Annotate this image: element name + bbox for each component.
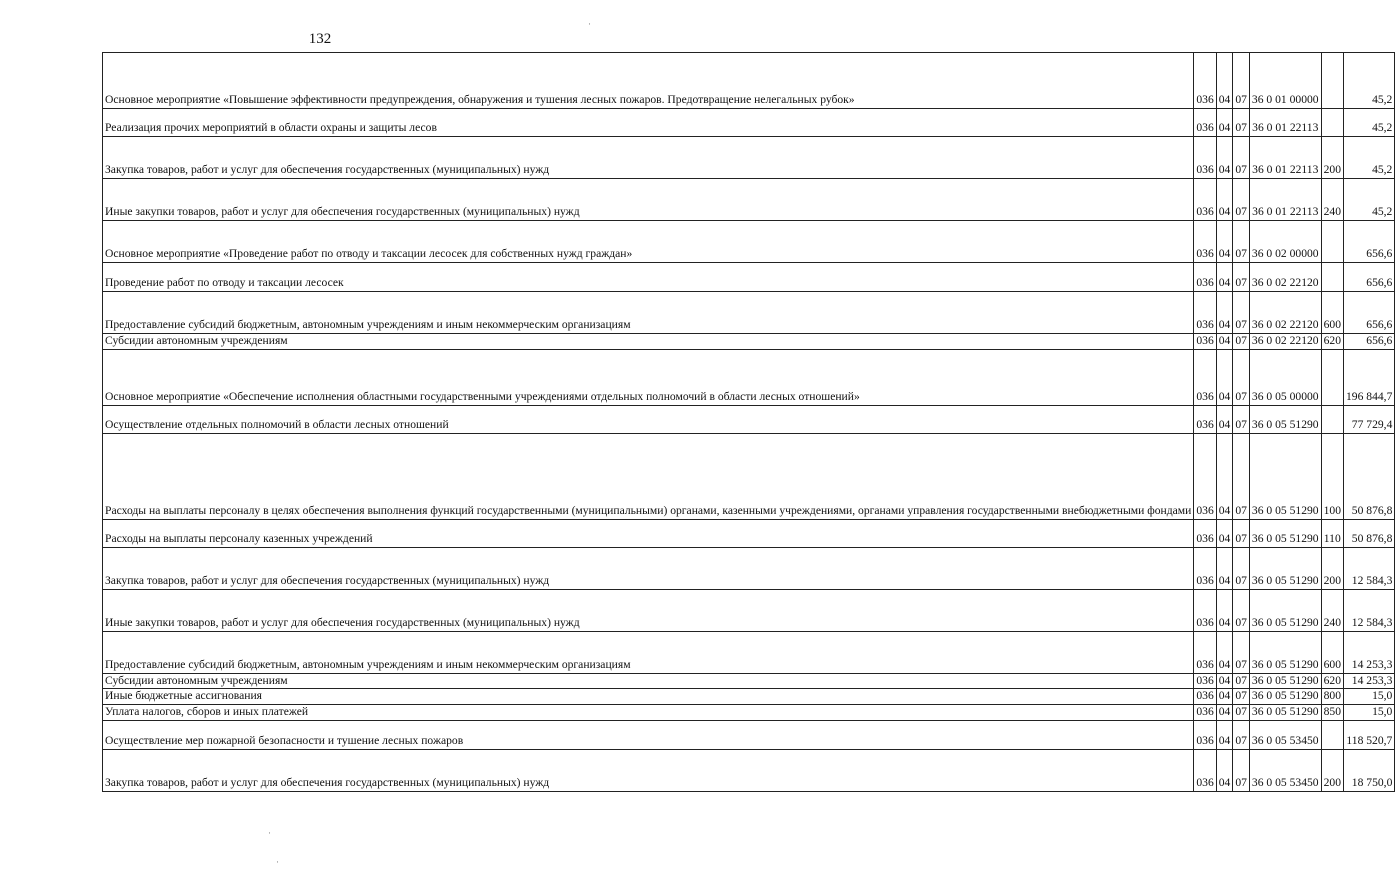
subsection-code-cell: 07	[1233, 519, 1250, 547]
subsection-code-cell: 07	[1233, 179, 1250, 221]
subsection-code-cell: 07	[1233, 292, 1250, 334]
table-row	[103, 689, 1395, 705]
table-row	[103, 519, 1395, 547]
ministry-code-cell: 036	[1194, 673, 1216, 689]
subsection-code-cell: 07	[1233, 749, 1250, 791]
subsection-code-cell: 07	[1233, 673, 1250, 689]
budget-table	[102, 52, 1395, 792]
table-row	[103, 749, 1395, 791]
ministry-code-cell: 036	[1194, 349, 1216, 405]
section-code-cell: 04	[1216, 705, 1233, 721]
subsection-code-cell: 07	[1233, 705, 1250, 721]
ministry-code-cell: 036	[1194, 433, 1216, 519]
expense-type-cell: 850	[1321, 705, 1343, 721]
row-name-cell: Осуществление мер пожарной безопасности и тушение лесных пожаров	[103, 720, 1194, 749]
section-code-cell: 04	[1216, 589, 1233, 631]
subsection-code-cell: 07	[1233, 631, 1250, 673]
row-name-cell: Расходы на выплаты персоналу в целях обеспечения выполнения функций государственными (муниципальными) органами, казенными учреждениями, органами управления государственными внебюджетными фондами	[103, 433, 1194, 519]
row-name-cell: Субсидии автономным учреждениям	[103, 334, 1194, 350]
ministry-code-cell: 036	[1194, 519, 1216, 547]
subsection-code-cell: 07	[1233, 53, 1250, 109]
budget-table-body	[103, 53, 1395, 792]
ministry-code-cell: 036	[1194, 221, 1216, 263]
ministry-code-cell: 036	[1194, 631, 1216, 673]
ministry-code-cell: 036	[1194, 334, 1216, 350]
row-name-cell: Проведение работ по отводу и таксации лесосек	[103, 263, 1194, 292]
expense-type-cell	[1321, 53, 1343, 109]
target-article-cell: 36 0 05 53450	[1249, 749, 1321, 791]
row-name-cell: Закупка товаров, работ и услуг для обеспечения государственных (муниципальных) нужд	[103, 547, 1194, 589]
section-code-cell: 04	[1216, 673, 1233, 689]
expense-type-cell: 240	[1321, 589, 1343, 631]
target-article-cell: 36 0 05 51290	[1249, 405, 1321, 433]
amount-cell: 656,6	[1343, 334, 1394, 350]
target-article-cell: 36 0 05 51290	[1249, 705, 1321, 721]
amount-cell: 77 729,4	[1343, 405, 1394, 433]
table-row	[103, 589, 1395, 631]
amount-cell: 15,0	[1343, 705, 1394, 721]
amount-cell: 656,6	[1343, 292, 1394, 334]
target-article-cell: 36 0 02 00000	[1249, 221, 1321, 263]
subsection-code-cell: 07	[1233, 109, 1250, 137]
expense-type-cell: 240	[1321, 179, 1343, 221]
section-code-cell: 04	[1216, 749, 1233, 791]
amount-cell: 45,2	[1343, 137, 1394, 179]
section-code-cell: 04	[1216, 109, 1233, 137]
section-code-cell: 04	[1216, 631, 1233, 673]
row-name-cell: Реализация прочих мероприятий в области охраны и защиты лесов	[103, 109, 1194, 137]
target-article-cell: 36 0 01 22113	[1249, 179, 1321, 221]
row-name-cell: Осуществление отдельных полномочий в области лесных отношений	[103, 405, 1194, 433]
ministry-code-cell: 036	[1194, 547, 1216, 589]
table-row	[103, 292, 1395, 334]
ministry-code-cell: 036	[1194, 749, 1216, 791]
expense-type-cell: 800	[1321, 689, 1343, 705]
subsection-code-cell: 07	[1233, 405, 1250, 433]
ministry-code-cell: 036	[1194, 705, 1216, 721]
ministry-code-cell: 036	[1194, 179, 1216, 221]
row-name-cell: Закупка товаров, работ и услуг для обеспечения государственных (муниципальных) нужд	[103, 137, 1194, 179]
target-article-cell: 36 0 01 22113	[1249, 109, 1321, 137]
row-name-cell: Иные закупки товаров, работ и услуг для обеспечения государственных (муниципальных) нужд	[103, 179, 1194, 221]
ministry-code-cell: 036	[1194, 292, 1216, 334]
section-code-cell: 04	[1216, 263, 1233, 292]
row-name-cell: Закупка товаров, работ и услуг для обеспечения государственных (муниципальных) нужд	[103, 749, 1194, 791]
row-name-cell: Основное мероприятие «Повышение эффективности предупреждения, обнаружения и тушения лесных пожаров. Предотвращение нелегальных рубок»	[103, 53, 1194, 109]
table-row	[103, 547, 1395, 589]
target-article-cell: 36 0 02 22120	[1249, 263, 1321, 292]
section-code-cell: 04	[1216, 179, 1233, 221]
amount-cell: 12 584,3	[1343, 589, 1394, 631]
target-article-cell: 36 0 02 22120	[1249, 334, 1321, 350]
expense-type-cell: 110	[1321, 519, 1343, 547]
row-name-cell: Уплата налогов, сборов и иных платежей	[103, 705, 1194, 721]
row-name-cell: Предоставление субсидий бюджетным, автономным учреждениям и иным некоммерческим организациям	[103, 631, 1194, 673]
section-code-cell: 04	[1216, 137, 1233, 179]
row-name-cell: Предоставление субсидий бюджетным, автономным учреждениям и иным некоммерческим организациям	[103, 292, 1194, 334]
table-row	[103, 53, 1395, 109]
scan-speck: ·	[268, 828, 271, 838]
table-row	[103, 673, 1395, 689]
expense-type-cell: 620	[1321, 673, 1343, 689]
amount-cell: 45,2	[1343, 109, 1394, 137]
table-row	[103, 405, 1395, 433]
target-article-cell: 36 0 02 22120	[1249, 292, 1321, 334]
target-article-cell: 36 0 05 51290	[1249, 519, 1321, 547]
section-code-cell: 04	[1216, 221, 1233, 263]
ministry-code-cell: 036	[1194, 263, 1216, 292]
target-article-cell: 36 0 05 51290	[1249, 433, 1321, 519]
subsection-code-cell: 07	[1233, 221, 1250, 263]
ministry-code-cell: 036	[1194, 137, 1216, 179]
subsection-code-cell: 07	[1233, 689, 1250, 705]
target-article-cell: 36 0 05 53450	[1249, 720, 1321, 749]
expense-type-cell: 200	[1321, 749, 1343, 791]
amount-cell: 45,2	[1343, 179, 1394, 221]
target-article-cell: 36 0 05 51290	[1249, 631, 1321, 673]
expense-type-cell: 200	[1321, 137, 1343, 179]
section-code-cell: 04	[1216, 720, 1233, 749]
target-article-cell: 36 0 01 00000	[1249, 53, 1321, 109]
section-code-cell: 04	[1216, 689, 1233, 705]
ministry-code-cell: 036	[1194, 405, 1216, 433]
page-number: 132	[308, 31, 332, 47]
target-article-cell: 36 0 05 51290	[1249, 673, 1321, 689]
expense-type-cell: 600	[1321, 631, 1343, 673]
row-name-cell: Расходы на выплаты персоналу казенных учреждений	[103, 519, 1194, 547]
subsection-code-cell: 07	[1233, 589, 1250, 631]
table-row	[103, 137, 1395, 179]
row-name-cell: Субсидии автономным учреждениям	[103, 673, 1194, 689]
expense-type-cell	[1321, 349, 1343, 405]
target-article-cell: 36 0 05 00000	[1249, 349, 1321, 405]
target-article-cell: 36 0 05 51290	[1249, 689, 1321, 705]
subsection-code-cell: 07	[1233, 334, 1250, 350]
section-code-cell: 04	[1216, 433, 1233, 519]
subsection-code-cell: 07	[1233, 547, 1250, 589]
expense-type-cell	[1321, 405, 1343, 433]
section-code-cell: 04	[1216, 405, 1233, 433]
section-code-cell: 04	[1216, 334, 1233, 350]
amount-cell: 50 876,8	[1343, 433, 1394, 519]
section-code-cell: 04	[1216, 53, 1233, 109]
amount-cell: 118 520,7	[1343, 720, 1394, 749]
target-article-cell: 36 0 01 22113	[1249, 137, 1321, 179]
row-name-cell: Основное мероприятие «Обеспечение исполнения областными государственными учреждениями отдельных полномочий в области лесных отношений»	[103, 349, 1194, 405]
table-row	[103, 263, 1395, 292]
target-article-cell: 36 0 05 51290	[1249, 547, 1321, 589]
expense-type-cell: 200	[1321, 547, 1343, 589]
amount-cell: 18 750,0	[1343, 749, 1394, 791]
expense-type-cell	[1321, 109, 1343, 137]
subsection-code-cell: 07	[1233, 349, 1250, 405]
amount-cell: 15,0	[1343, 689, 1394, 705]
ministry-code-cell: 036	[1194, 720, 1216, 749]
table-row	[103, 433, 1395, 519]
subsection-code-cell: 07	[1233, 263, 1250, 292]
scan-speck: ·	[276, 857, 279, 867]
subsection-code-cell: 07	[1233, 137, 1250, 179]
section-code-cell: 04	[1216, 547, 1233, 589]
expense-type-cell	[1321, 263, 1343, 292]
amount-cell: 12 584,3	[1343, 547, 1394, 589]
table-row	[103, 109, 1395, 137]
subsection-code-cell: 07	[1233, 720, 1250, 749]
amount-cell: 14 253,3	[1343, 673, 1394, 689]
expense-type-cell: 620	[1321, 334, 1343, 350]
table-row	[103, 705, 1395, 721]
section-code-cell: 04	[1216, 349, 1233, 405]
row-name-cell: Иные закупки товаров, работ и услуг для обеспечения государственных (муниципальных) нужд	[103, 589, 1194, 631]
ministry-code-cell: 036	[1194, 109, 1216, 137]
ministry-code-cell: 036	[1194, 53, 1216, 109]
expense-type-cell: 600	[1321, 292, 1343, 334]
ministry-code-cell: 036	[1194, 689, 1216, 705]
expense-type-cell	[1321, 221, 1343, 263]
section-code-cell: 04	[1216, 292, 1233, 334]
table-row	[103, 631, 1395, 673]
row-name-cell: Основное мероприятие «Проведение работ по отводу и таксации лесосек для собственных нужд граждан»	[103, 221, 1194, 263]
amount-cell: 196 844,7	[1343, 349, 1394, 405]
expense-type-cell	[1321, 720, 1343, 749]
amount-cell: 14 253,3	[1343, 631, 1394, 673]
section-code-cell: 04	[1216, 519, 1233, 547]
table-row	[103, 334, 1395, 350]
amount-cell: 656,6	[1343, 263, 1394, 292]
subsection-code-cell: 07	[1233, 433, 1250, 519]
table-row	[103, 221, 1395, 263]
table-row	[103, 349, 1395, 405]
amount-cell: 50 876,8	[1343, 519, 1394, 547]
scan-speck: ·	[588, 19, 591, 29]
amount-cell: 656,6	[1343, 221, 1394, 263]
amount-cell: 45,2	[1343, 53, 1394, 109]
expense-type-cell: 100	[1321, 433, 1343, 519]
row-name-cell: Иные бюджетные ассигнования	[103, 689, 1194, 705]
table-row	[103, 720, 1395, 749]
table-row	[103, 179, 1395, 221]
ministry-code-cell: 036	[1194, 589, 1216, 631]
target-article-cell: 36 0 05 51290	[1249, 589, 1321, 631]
